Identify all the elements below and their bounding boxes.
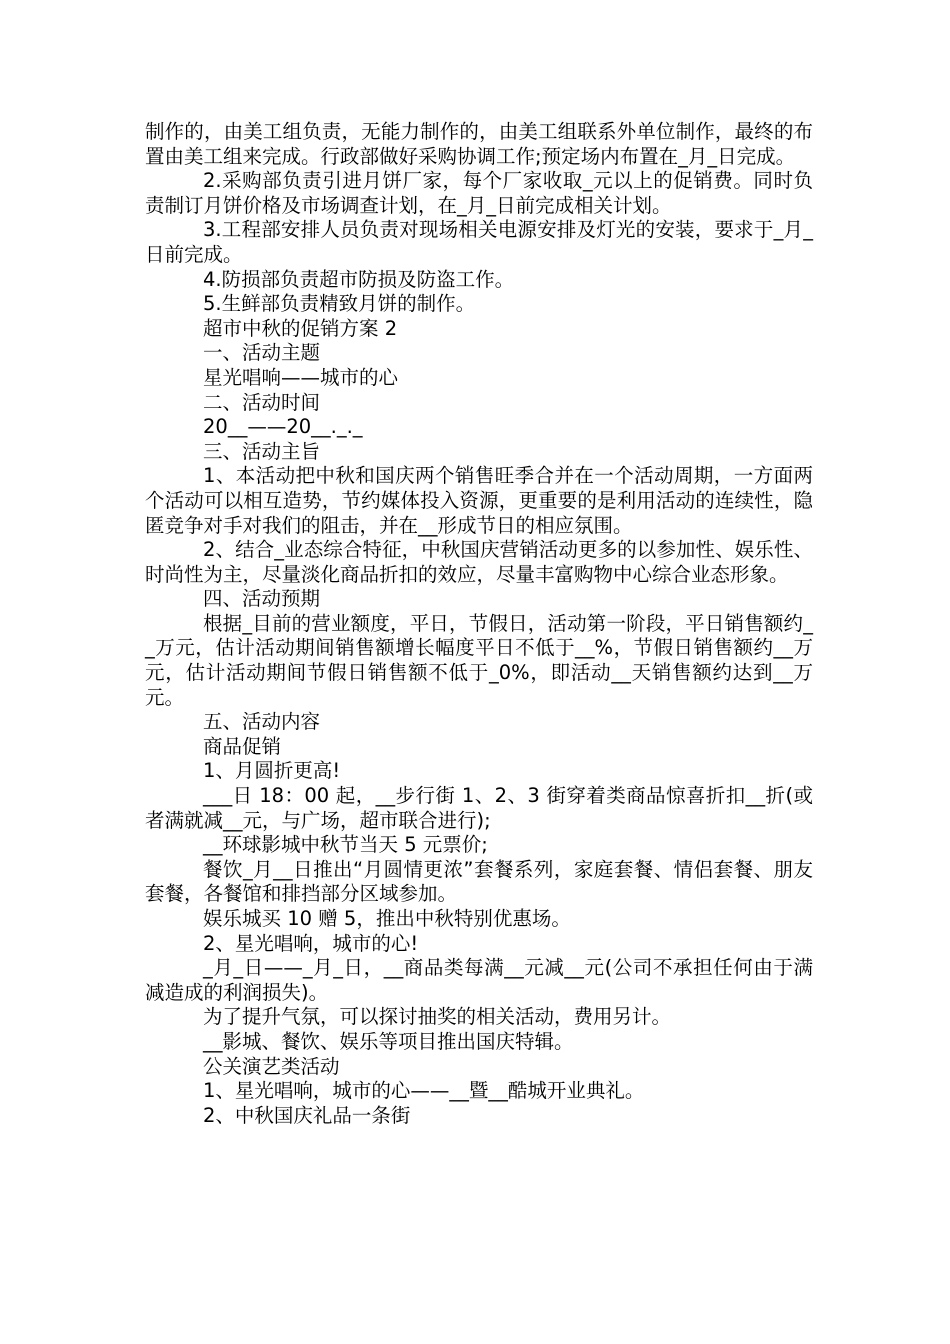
paragraph-theme: 星光唱响——城市的心 (203, 365, 399, 389)
paragraph-purpose-1: 1、本活动把中秋和国庆两个销售旺季合并在一个活动周期，一方面两个活动可以相互造势，节约媒体投入资源，更重要的是利用活动的连续性，隐匿竞争对手对我们的阻击，并在__形成节日的相应氛围。 (145, 464, 813, 537)
paragraph-item-1c: 餐饮_月__日推出“月圆情更浓”套餐系列，家庭套餐、情侣套餐、朋友套餐，各餐馆和排挡部分区域参加。 (145, 857, 813, 906)
paragraph-5: 5.生鲜部负责精致月饼的制作。 (203, 292, 476, 316)
paragraph-expectation: 根据_目前的营业额度，平日，节假日，活动第一阶段，平日销售额约__万元，估计活动期间销售额增长幅度平日不低于__%，节假日销售额约__万元，估计活动期间节假日销售额不低于_0%，即活动__天销售额约达到__万元。 (145, 611, 813, 709)
paragraph-3: 3.工程部安排人员负责对现场相关电源安排及灯光的安装，要求于_月_日前完成。 (145, 218, 813, 266)
pr-item-2: 2、中秋国庆礼品一条街 (203, 1103, 411, 1127)
paragraph-item-2b: 为了提升气氛，可以探讨抽奖的相关活动，费用另计。 (203, 1005, 672, 1029)
heading-time: 二、活动时间 (203, 390, 321, 414)
section-title: 超市中秋的促销方案 2 (203, 316, 398, 340)
paragraph-item-1d: 娱乐城买 10 赠 5，推出中秋特别优惠场。 (203, 907, 571, 930)
heading-purpose: 三、活动主旨 (203, 439, 321, 463)
document-page (145, 120, 813, 1128)
paragraph-1: 制作的，由美工组负责，无能力制作的，由美工组联系外单位制作，最终的布置由美工组来完成。行政部做好采购协调工作;预定场内布置在_月_日完成。 (145, 120, 813, 168)
subheading-promotion: 商品促销 (203, 734, 282, 758)
paragraph-item-2c: __影城、餐饮、娱乐等项目推出国庆特辑。 (203, 1029, 574, 1053)
subheading-pr: 公关演艺类活动 (203, 1054, 340, 1078)
paragraph-2: 2.采购部负责引进月饼厂家，每个厂家收取_元以上的促销费。同时负责制订月饼价格及市场调查计划，在_月_日前完成相关计划。 (145, 169, 813, 217)
paragraph-purpose-2: 2、结合_业态综合特征，中秋国庆营销活动更多的以参加性、娱乐性、时尚性为主，尽量淡化商品折扣的效应，尽量丰富购物中心综合业态形象。 (145, 538, 813, 586)
item-1: 1、月圆折更高! (203, 759, 341, 783)
item-2: 2、星光唱响，城市的心! (203, 931, 419, 955)
paragraph-time: 20__——20__._._ (203, 415, 363, 439)
paragraph-item-2a: _月_日——_月_日，__商品类每满__元减__元(公司不承担任何由于满减造成的利润损失)。 (145, 956, 813, 1004)
pr-item-1: 1、星光唱响，城市的心——__暨__酷城开业典礼。 (203, 1079, 645, 1103)
heading-theme: 一、活动主题 (203, 341, 321, 365)
paragraph-4: 4.防损部负责超市防损及防盗工作。 (203, 267, 515, 291)
paragraph-item-1b: __环球影城中秋节当天 5 元票价; (203, 833, 488, 857)
heading-expectation: 四、活动预期 (203, 587, 321, 611)
paragraph-item-1a: ___日 18：00 起，__步行街 1、2、3 街穿着类商品惊喜折扣__折(或者满就减__元，与广场，超市联合进行); (145, 784, 813, 832)
heading-content: 五、活动内容 (203, 710, 321, 734)
